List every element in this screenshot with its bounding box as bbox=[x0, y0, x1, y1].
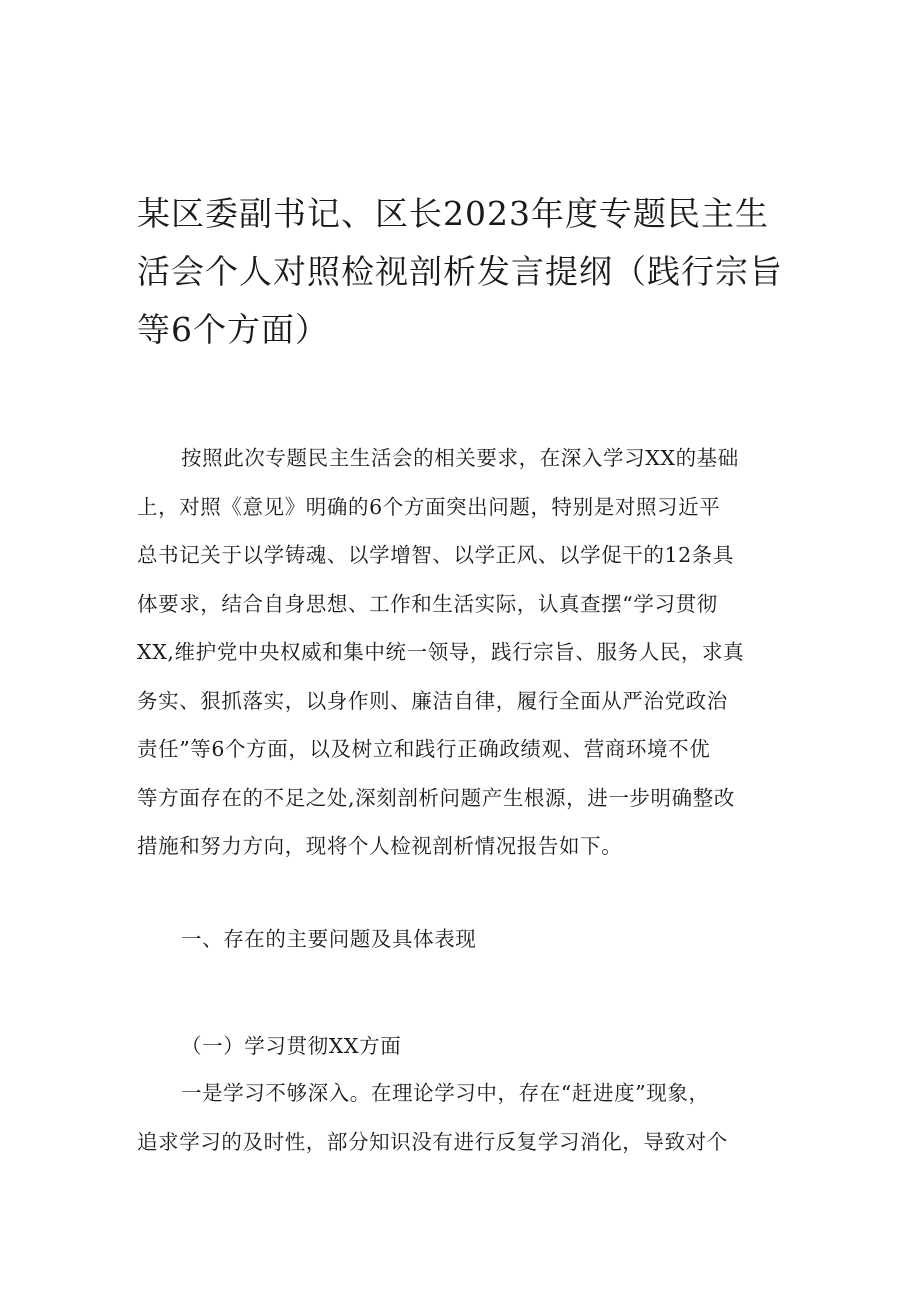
intro-line-5: XX,维护党中央权威和集中统一领导，践行宗旨、服务人民，求真 bbox=[137, 640, 745, 664]
title-line-3: 等6个方面） bbox=[137, 310, 329, 349]
para2-line-1: 一是学习不够深入。在理论学习中，存在“赶进度”现象， bbox=[181, 1081, 710, 1105]
intro-line-2: 上，对照《意见》明确的6个方面突出问题，特别是对照习近平 bbox=[137, 494, 721, 519]
intro-line-7: 责任”等6个方面，以及树立和践行正确政绩观、营商环境不优 bbox=[137, 737, 711, 761]
intro-paragraph bbox=[137, 434, 787, 871]
subsection-heading: （一）学习贯彻XX方面 bbox=[181, 1034, 402, 1058]
intro-line-3: 总书记关于以学铸魂、以学增智、以学正风、以学促干的12条具 bbox=[137, 543, 734, 567]
intro-line-6: 务实、狠抓落实，以身作则、廉洁自律，履行全面从严治党政治 bbox=[137, 688, 728, 713]
intro-line-8: 等方面存在的不足之处,深刻剖析问题产生根源，进一步明确整改 bbox=[137, 785, 735, 810]
intro-line-4: 体要求，结合自身思想、工作和生活实际，认真查摆“学习贯彻 bbox=[137, 591, 718, 616]
body-paragraph bbox=[137, 1069, 787, 1166]
title-line-1: 某区委副书记、区长2023年度专题民主生 bbox=[137, 194, 769, 233]
document-title bbox=[137, 185, 797, 359]
section-heading: 一、存在的主要问题及具体表现 bbox=[181, 927, 477, 951]
para2-line-2: 追求学习的及时性，部分知识没有进行反复学习消化，导致对个 bbox=[137, 1129, 728, 1154]
intro-line-9: 措施和努力方向，现将个人检视剖析情况报告如下。 bbox=[137, 834, 623, 858]
title-line-2: 活会个人对照检视剖析发言提纲（践行宗旨 bbox=[137, 252, 783, 291]
intro-line-1: 按照此次专题民主生活会的相关要求，在深入学习XX的基础 bbox=[181, 446, 739, 470]
